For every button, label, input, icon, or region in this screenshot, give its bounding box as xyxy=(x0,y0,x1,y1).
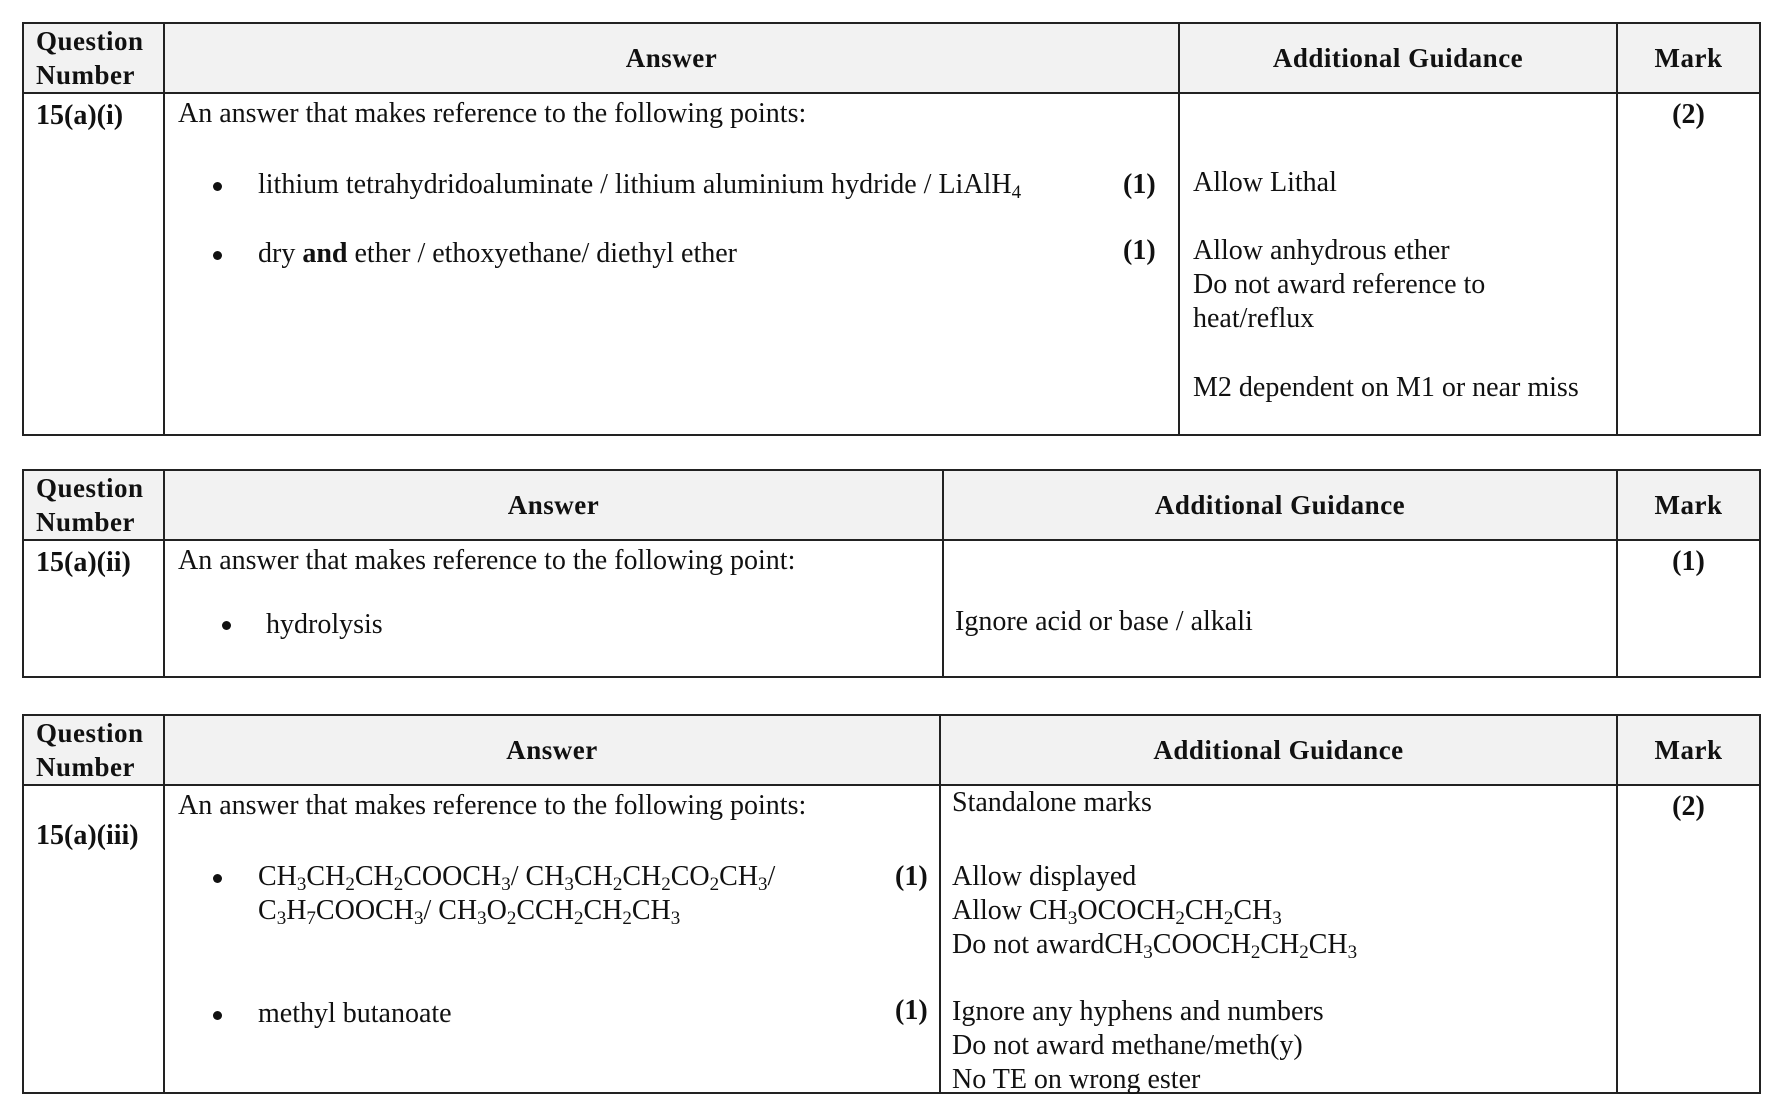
mark-scheme-table-15ai xyxy=(22,22,1761,436)
point-mark: (1) xyxy=(1123,235,1156,266)
point-mark: (1) xyxy=(895,995,928,1026)
total-mark: (1) xyxy=(1672,546,1705,577)
header-mark: Mark xyxy=(1617,470,1760,540)
point-mark: (1) xyxy=(1123,169,1156,200)
answer-point: methyl butanoate xyxy=(258,998,452,1029)
guidance-cell xyxy=(940,785,1617,1093)
guidance-line: Ignore any hyphens and numbers xyxy=(952,996,1324,1027)
header-answer: Answer xyxy=(164,470,943,540)
total-mark: (2) xyxy=(1672,791,1705,822)
guidance-line: Standalone marks xyxy=(952,787,1152,818)
guidance-line: Allow anhydrous ether xyxy=(1193,235,1450,266)
mark-scheme-table-15aii xyxy=(22,469,1761,678)
guidance-line: heat/reflux xyxy=(1193,303,1315,334)
mark-scheme-table-15aiii xyxy=(22,714,1761,1094)
header-question-number: Question Number xyxy=(23,715,164,785)
answer-intro: An answer that makes reference to the following point: xyxy=(178,545,796,576)
header-guidance: Additional Guidance xyxy=(940,715,1617,785)
header-question-number: Question Number xyxy=(23,470,164,540)
mark-cell xyxy=(1617,93,1760,435)
guidance-line: Allow $CH_3OCOCH_2CH_2CH_3$ xyxy=(952,895,1282,929)
mark-cell xyxy=(1617,785,1760,1093)
guidance-line: M2 dependent on M1 or near miss xyxy=(1193,372,1579,403)
answer-point: dry and ether / ethoxyethane/ diethyl ether xyxy=(258,238,737,269)
guidance-line: No TE on wrong ester xyxy=(952,1064,1201,1095)
header-guidance: Additional Guidance xyxy=(943,470,1617,540)
header-guidance: Additional Guidance xyxy=(1179,23,1617,93)
question-number-cell xyxy=(23,93,164,435)
guidance-line: Do not award methane/meth(y) xyxy=(952,1030,1303,1061)
answer-point: lithium tetrahydridoaluminate / lithium aluminium hydride / LiAlH$_4$ xyxy=(258,169,1022,203)
answer-point: $C_3H_7COOCH_3/$ $CH_3O_2CCH_2CH_2CH_3$ xyxy=(258,895,681,929)
answer-point: hydrolysis xyxy=(266,609,383,640)
bullet-icon xyxy=(213,874,222,883)
bullet-icon xyxy=(222,621,231,630)
question-number: 15(a)(iii) xyxy=(36,820,139,851)
answer-cell xyxy=(164,785,940,1093)
guidance-cell xyxy=(943,540,1617,677)
answer-intro: An answer that makes reference to the following points: xyxy=(178,98,807,129)
guidance-line: Ignore acid or base / alkali xyxy=(955,606,1253,637)
bullet-icon xyxy=(213,1011,222,1020)
question-number: 15(a)(i) xyxy=(36,100,124,131)
guidance-cell xyxy=(1179,93,1617,435)
mark-cell xyxy=(1617,540,1760,677)
bullet-icon xyxy=(213,182,222,191)
guidance-line: Allow Lithal xyxy=(1193,167,1337,198)
bullet-icon xyxy=(213,251,222,260)
header-answer: Answer xyxy=(164,715,940,785)
total-mark: (2) xyxy=(1672,99,1705,130)
guidance-line: Allow displayed xyxy=(952,861,1137,892)
point-mark: (1) xyxy=(895,861,928,892)
answer-point: $CH_3CH_2CH_2COOCH_3/$ $CH_3CH_2CH_2CO_2CH_3/$ xyxy=(258,861,776,895)
header-question-number: Question Number xyxy=(23,23,164,93)
question-number: 15(a)(ii) xyxy=(36,547,131,578)
guidance-line: Do not $awardCH_3COOCH_2CH_2CH_3$ xyxy=(952,929,1358,963)
header-answer: Answer xyxy=(164,23,1179,93)
answer-intro: An answer that makes reference to the following points: xyxy=(178,790,807,821)
answer-cell xyxy=(164,93,1179,435)
answer-cell xyxy=(164,540,943,677)
header-mark: Mark xyxy=(1617,23,1760,93)
question-number-cell xyxy=(23,540,164,677)
question-number-cell xyxy=(23,785,164,1093)
guidance-line: Do not award reference to xyxy=(1193,269,1486,300)
header-mark: Mark xyxy=(1617,715,1760,785)
